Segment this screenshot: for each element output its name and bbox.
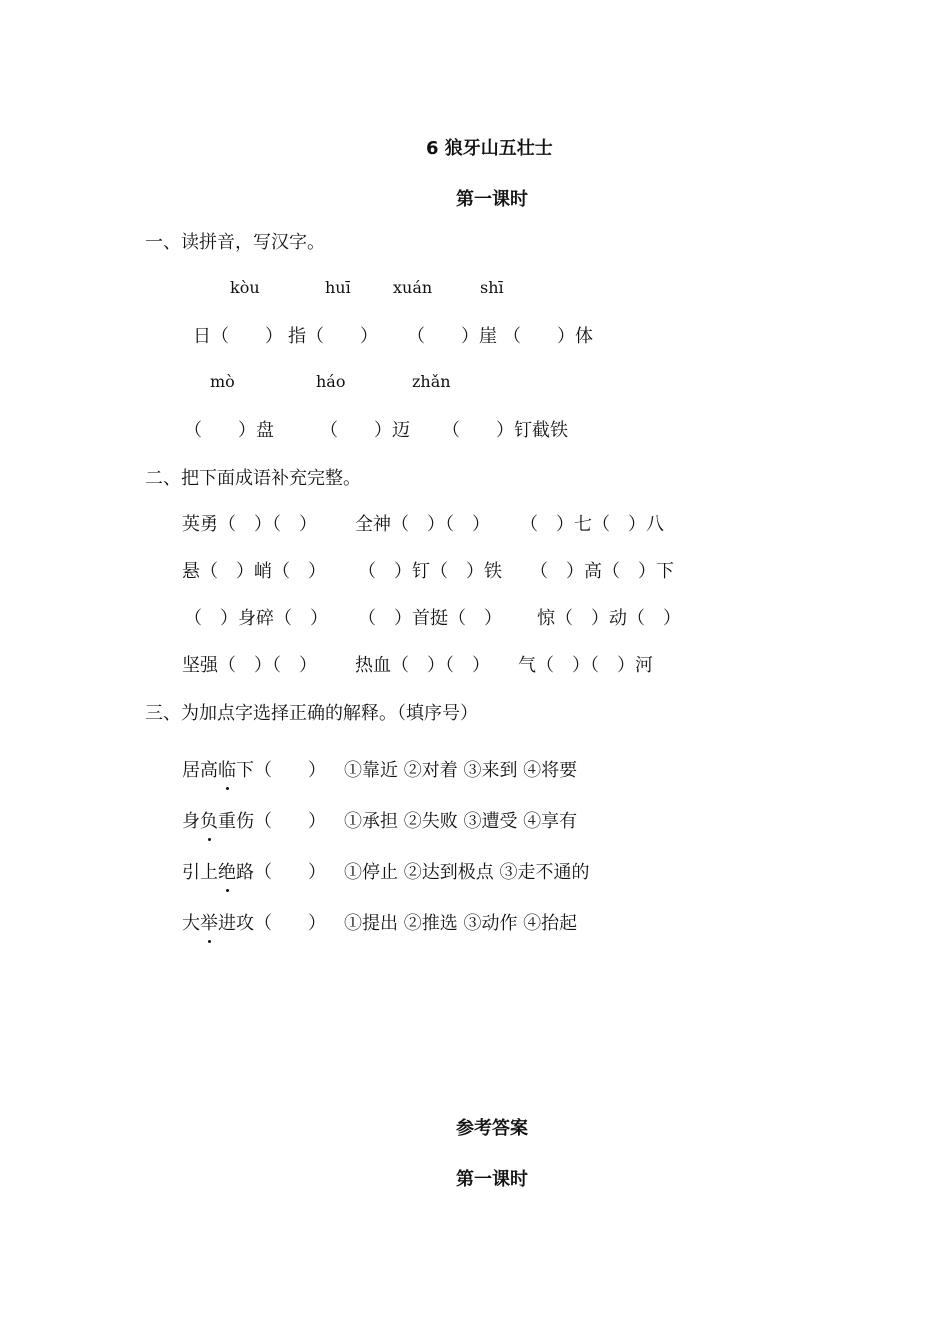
pinyin: zhǎn [412,372,451,391]
definition-options: ①停止 ②达到极点 ③走不通的 [344,862,590,883]
answers-lesson-title: 第一课时 [456,1169,528,1190]
fill-item: （ ）体 [503,326,593,347]
idiom-item: 全神（ ）（ ） [355,514,490,535]
fill-item: （ ）盘 [184,420,274,441]
definition-item [182,858,326,884]
pinyin: kòu [230,278,260,297]
fill-item: 指（ ） [288,326,378,347]
answers-heading: 参考答案 [456,1118,528,1139]
definition-options: ①提出 ②推选 ③动作 ④抬起 [344,913,578,934]
pinyin: huī [325,278,351,297]
idiom-item: 英勇（ ）（ ） [182,514,317,535]
word-suffix: 下（ ） [236,760,326,781]
pinyin: háo [316,372,346,391]
idiom-item: （ ）七（ ）八 [520,514,664,535]
section3-heading: 三、为加点字选择正确的解释。（填序号） [145,703,478,724]
pinyin: xuán [393,278,433,297]
word-prefix: 身 [182,811,200,832]
fill-item: （ ）崖 [407,326,497,347]
idiom-item: （ ）高（ ）下 [530,561,674,582]
word-suffix: 重伤（ ） [218,811,326,832]
dotted-character: 临 [218,756,236,782]
idiom-item: （ ）钉（ ）铁 [358,561,502,582]
word-prefix: 引上 [182,862,218,883]
word-suffix: 进攻（ ） [218,913,326,934]
definition-options: ①靠近 ②对着 ③来到 ④将要 [344,760,578,781]
page-title: 6 狼牙山五壮士 [426,138,553,159]
idiom-item: （ ）首挺（ ） [358,608,502,629]
fill-item: （ ）钉截铁 [442,420,568,441]
dotted-character: 举 [200,909,218,935]
pinyin: mò [210,372,235,391]
fill-item: （ ）迈 [320,420,410,441]
word-prefix: 居高 [182,760,218,781]
section1-heading: 一、读拼音，写汉字。 [145,232,325,253]
idiom-item: 悬（ ）峭（ ） [182,561,326,582]
idiom-item: 热血（ ）（ ） [355,655,490,676]
section2-heading: 二、把下面成语补充完整。 [145,468,361,489]
dotted-character: 负 [200,807,218,833]
definition-item [182,909,326,935]
definition-item [182,756,326,782]
idiom-item: 惊（ ）动（ ） [537,608,681,629]
dotted-character: 绝 [218,858,236,884]
idiom-item: 坚强（ ）（ ） [182,655,317,676]
definition-item [182,807,326,833]
word-prefix: 大 [182,913,200,934]
lesson-title: 第一课时 [456,189,528,210]
pinyin: shī [480,278,504,297]
idiom-item: 气（ ）（ ）河 [518,655,653,676]
definition-options: ①承担 ②失败 ③遭受 ④享有 [344,811,578,832]
word-suffix: 路（ ） [236,862,326,883]
fill-item: 日（ ） [193,326,283,347]
idiom-item: （ ）身碎（ ） [184,608,328,629]
